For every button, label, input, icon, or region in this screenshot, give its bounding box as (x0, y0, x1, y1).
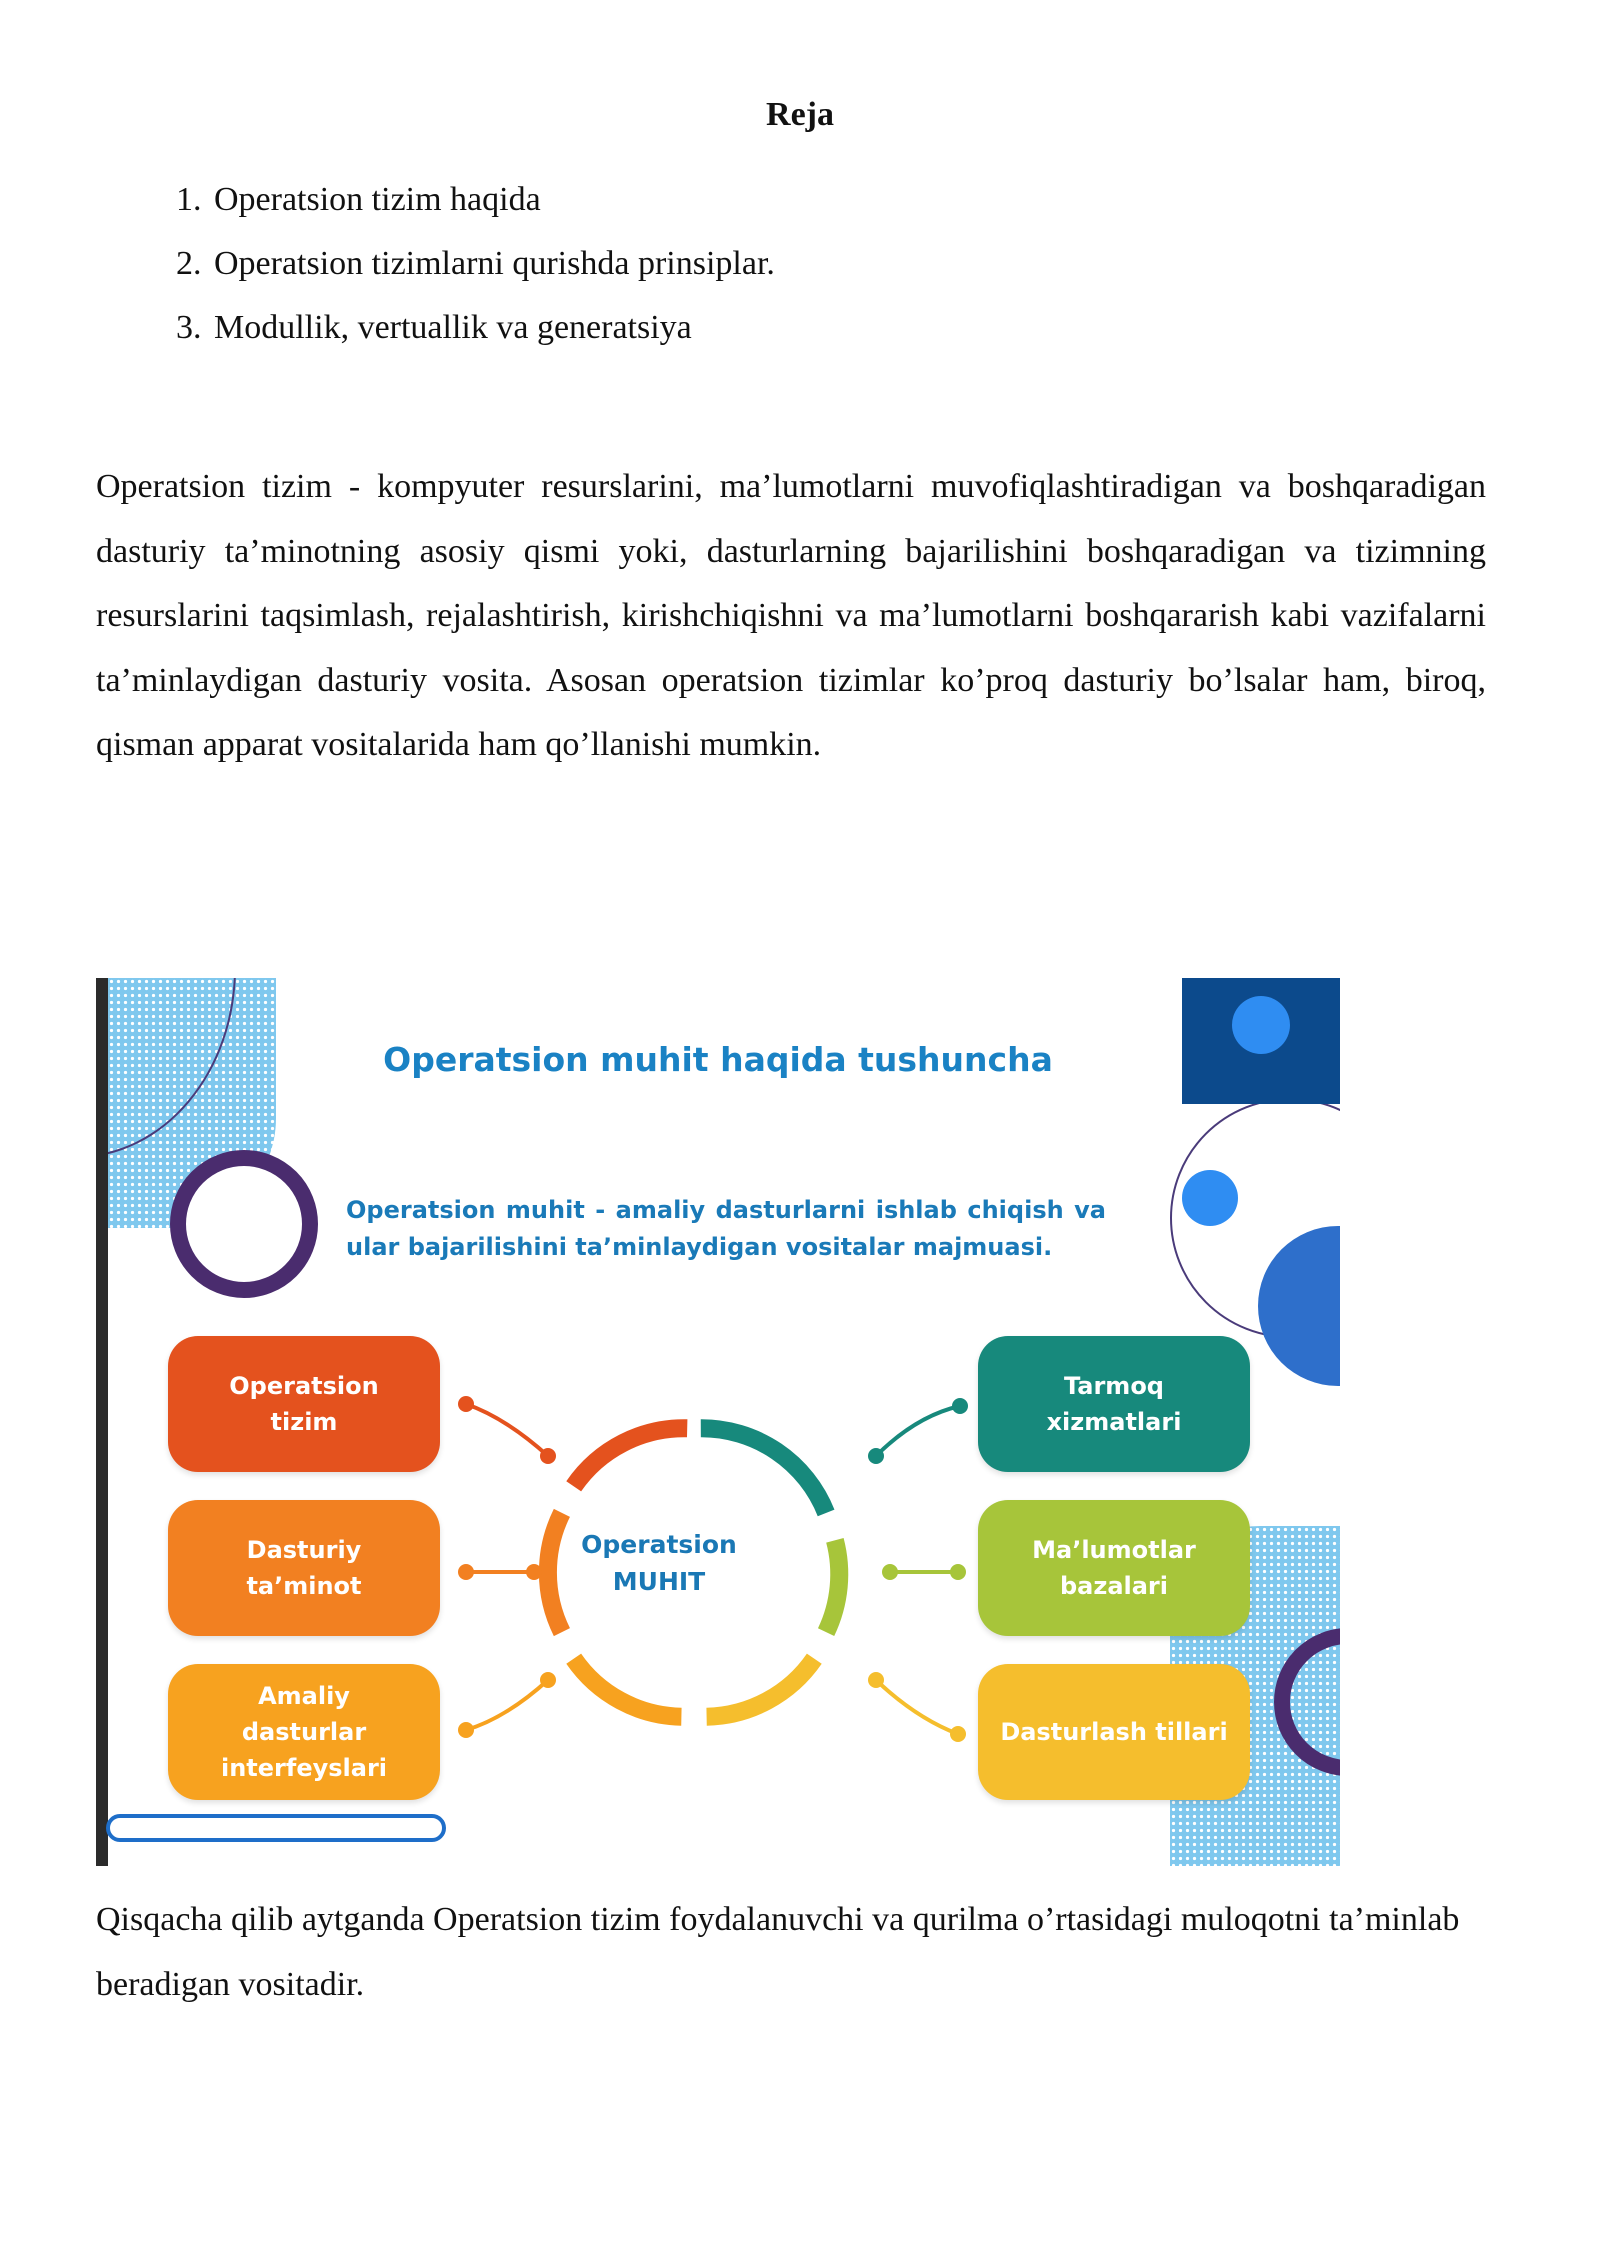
box-amaliy-dasturlar-interfeyslari: Amaliy dasturlar interfeyslari (168, 1664, 440, 1800)
connector-dot (458, 1722, 474, 1738)
plan-item (176, 168, 775, 232)
box-tarmoq-xizmatlari: Tarmoq xizmatlari (978, 1336, 1250, 1472)
box-malumotlar-bazalari: Ma’lumotlar bazalari (978, 1500, 1250, 1636)
plan-item (176, 232, 775, 296)
plan-item-text: Operatsion tizimlarni qurishda prinsiplar. (214, 245, 775, 282)
infographic-subtitle: Operatsion muhit - amaliy dasturlarni ishlab chiqish va ular bajarilishini ta’minlaydigan vositalar majmuasi. (346, 1196, 1106, 1261)
connector-line (466, 1404, 548, 1456)
hub-segment-yellow (707, 1659, 815, 1717)
connector-dot (952, 1398, 968, 1414)
connector-dot (950, 1564, 966, 1580)
connector-dot (458, 1396, 474, 1412)
connector-line (876, 1406, 960, 1456)
infographic-title: Operatsion muhit haqida tushuncha (383, 1040, 1053, 1079)
infographic-slide (96, 978, 1340, 1866)
hub-segment-teal (701, 1428, 826, 1513)
connector-dot (868, 1672, 884, 1688)
definition-paragraph: Operatsion tizim - kompyuter resurslarini, ma’lumotlarni muvofiqlashtiradigan va boshqaradigan dasturiy ta’minotning asosiy qismi yoki, dasturlarning bajarilishini boshqaradigan va tizimning resurslarini taqsimlash, rejalashtirish, kirishchiqishni va ma’lumotlarni boshqararish kabi vazifalarni ta’minlaydigan dasturiy vosita. Asosan operatsion tizimlar ko’proq dasturiy bo’lsalar ham, biroq, qisman apparat vositalarida ham qo’llanishi mumkin. (96, 468, 1486, 763)
plan-item-number: 2. (176, 245, 202, 282)
box-dasturlash-tillari: Dasturlash tillari (978, 1664, 1250, 1800)
connector-dot (950, 1726, 966, 1742)
hub-segment-orange (548, 1513, 562, 1632)
connector-dot (458, 1564, 474, 1580)
hub-segment-amber (574, 1659, 682, 1717)
connector-line (466, 1680, 548, 1730)
summary-paragraph: Qisqacha qilib aytganda Operatsion tizim foydalanuvchi va qurilma o’rtasidagi muloqotni ta’minlab beradigan vositadir. (96, 1901, 1460, 2003)
connector-dot (540, 1672, 556, 1688)
page-title: Reja (766, 96, 834, 133)
plan-item-number: 3. (176, 309, 202, 346)
box-operatsion-tizim: Operatsion tizim (168, 1336, 440, 1472)
box-dasturiy-taminot: Dasturiy ta’minot (168, 1500, 440, 1636)
plan-item-text: Modullik, vertuallik va generatsiya (214, 309, 692, 346)
hub-segment-red (574, 1428, 688, 1486)
hub-segment-lime (826, 1540, 839, 1632)
plan-list (176, 168, 775, 360)
plan-item-number: 1. (176, 181, 202, 218)
plan-item (176, 296, 775, 360)
connector-dot (882, 1564, 898, 1580)
hub-label: Operatsion MUHIT (581, 1530, 737, 1596)
connector-dot (540, 1448, 556, 1464)
pill-decoration (106, 1814, 446, 1842)
connector-line (876, 1680, 958, 1734)
plan-item-text: Operatsion tizim haqida (214, 181, 541, 218)
connector-dot (526, 1564, 542, 1580)
connector-dot (868, 1448, 884, 1464)
